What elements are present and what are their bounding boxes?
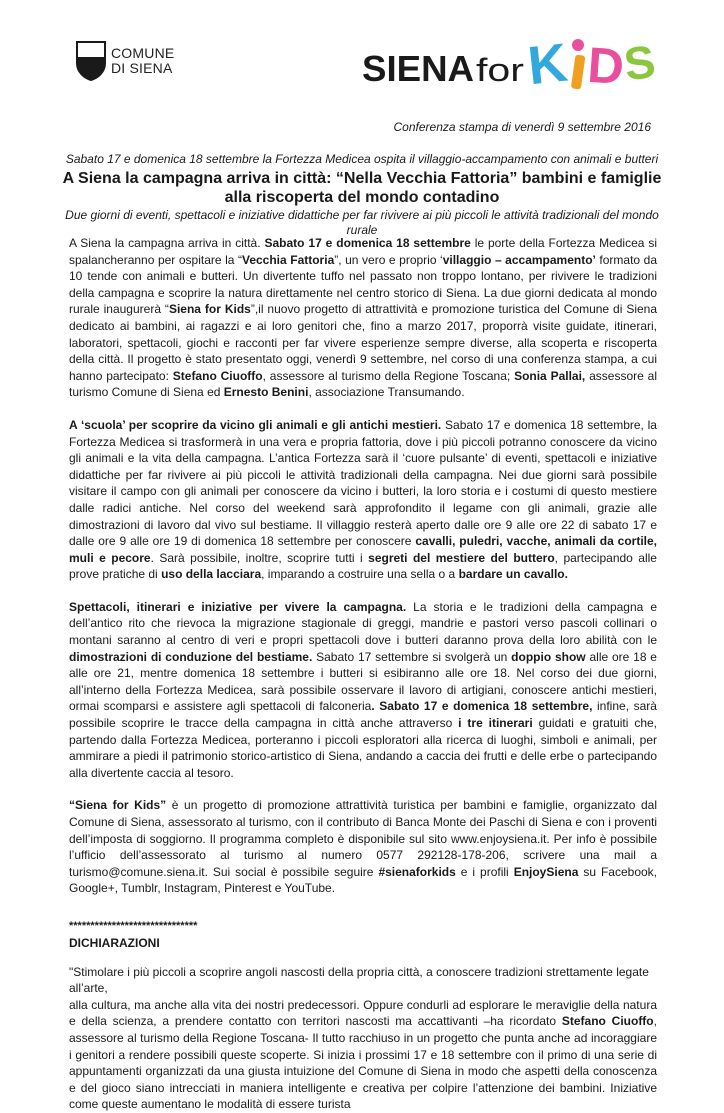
paragraph-siena-for-kids <box>69 797 657 897</box>
text-run: alle ore 18 e alle ore 21, mentre domenica 18 settembre i butteri si esibiranno alle ore 18. Nel corso dei due giorni, all’interno della Fortezza Medicea, sarà possibile osservare il lavoro di artigiani, conoscere antichi mestieri, ormai scomparsi e assistere agli spettacoli di falconeria <box>69 649 657 714</box>
text-bold: Sonia Pallai, <box>514 368 586 383</box>
text-run: formato da 10 tende con animali e butteri <box>69 252 658 284</box>
text-run: , partecipando alle prove pratiche di <box>69 550 657 582</box>
text-bold: bardare un cavallo. <box>458 567 568 582</box>
page-title: A Siena la campagna arriva in città: “Nella Vecchia Fattoria” bambini e famiglie alla riscoperta del mondo contadino <box>62 170 662 206</box>
text-run: , assessore al turismo della Regione Toscana- Il tutto racchiuso in un progetto che punta anche ad incoraggiare i genitori a rendere possibili queste scoperte. Si inizia i prossimi 17 e 18 settembre con il primo di una serie di appuntamenti organizzati da una giusta intuizione del Comune di Siena in modo che aspetti della conoscenza e del gioco siano intrecciati in maniera intelligente e creativa per colpire l’attenzione dei bambini. Iniziative come queste aumentano le modalità di essere turista <box>69 1014 657 1112</box>
comune-name-line2: DI SIENA <box>111 60 173 76</box>
press-conference-date: Conferenza stampa di venerdì 9 settembre 2016 <box>393 120 651 134</box>
hashtag: #sienaforkids <box>378 864 456 879</box>
text-run: infine, sarà possibile scoprire le tracce della campagna in città anche attraverso <box>69 699 657 731</box>
text-bold: Ernesto Benini <box>223 385 309 400</box>
siena-for-kids-logo <box>362 33 658 99</box>
text-run: . Un divertente tuffo nel passato non troppo lontano, per rivivere le tradizioni della campagna e scoprire la natura direttamente nel centro storico di Siena. La due giorni dedicata al mondo rurale inaugurerà “ <box>69 269 658 317</box>
paragraph-scuola <box>69 417 657 583</box>
text-run: ”,il nuovo progetto di attrattività e promozione turistica del Comune di Siena dedicato ai bambini, ai ragazzi e ai loro genitori che, fino a marzo 2017, proporrà visite guidate, itinerari, laboratori, spettacoli, giochi e racconti per far vivere esperienze sempre diverse, alla scoperta e riscoperta della città. Il progetto è stato presentato oggi, venerdì 9 settembre, nel corso di una conferenza stampa, a cui hanno partecipato: <box>69 302 658 383</box>
text-run: , assessore al turismo della Regione Toscana; <box>262 368 515 383</box>
text-run: "Stimolare i più piccoli a scoprire angoli nascosti della propria città, a conoscere tradizioni strettamente legate all’arte, <box>69 964 649 996</box>
text-bold: doppio show <box>511 649 586 664</box>
comune-shield-icon <box>76 41 106 81</box>
text-bold: . Sabato 17 e domenica 18 settembre, <box>371 699 593 714</box>
comune-name <box>111 46 174 76</box>
logo-letter-k: K <box>525 33 571 97</box>
text-bold: A ‘scuola’ per scoprire da vicino gli animali e gli antichi mestieri. <box>69 417 442 432</box>
logo-letter-d: D <box>585 36 626 96</box>
logo-for-word: for <box>476 52 525 88</box>
text-bold: Spettacoli, itinerari e iniziative per vivere la campagna. <box>69 599 407 614</box>
text-run: La storia e le tradizioni della campagna e dell’antico rito che rievoca la migrazione stagionale di greggi, mandrie e pastori verso pascoli collinari o montani saranno al centro di veri e propri spettacoli dove i butteri daranno prova della loro abilità con le <box>69 599 658 648</box>
text-bold: segreti del mestiere del buttero <box>368 550 555 565</box>
text-bold: “Siena for Kids” <box>69 798 167 813</box>
press-release-header <box>62 152 662 238</box>
text-run: , imparando a costruire una sella o a <box>261 567 459 582</box>
logo-letter-i-stem <box>571 54 586 89</box>
comune-name-line1: COMUNE <box>111 45 175 61</box>
text-bold: Vecchia Fattoria <box>241 252 335 267</box>
text-run: Sabato 17 settembre si svolgerà un <box>312 649 512 664</box>
text-run: è un progetto di promozione attrattività turistica per bambini e famiglie, organizzato dal Comune di Siena, assessorato al turismo, con il contributo di Banca Monte dei Paschi di Siena e con i proventi dell’imposta di soggiorno. Il programma completo è disponibile sul sito www.enjoysiena.it. Per info è possibile l’ufficio dell’assessorato al turismo al numero 0577 292128-178-206, scrivere una mail a turismo@comune.siena.it. Sui social è possibile seguire <box>69 798 658 879</box>
text-run: le porte della Fortezza Medicea si spalancheranno per ospitare la “ <box>69 236 658 267</box>
separator-stars: ****************************** <box>69 919 198 932</box>
text-run: assessore al turismo Comune di Siena ed <box>69 368 657 400</box>
text-bold: i tre itinerari <box>458 716 533 731</box>
press-release-body <box>69 235 657 1113</box>
text-run: guidati e gratuiti che, partendo dalla Fortezza Medicea, porteranno i piccoli esploratori alla ricerca di luoghi, simboli e animali, per ammirare a piedi il patrimonio storico-artistico di Siena, andando a caccia dei frutti e delle erbe o partecipando alla divertente caccia al tesoro. <box>69 716 657 780</box>
text-bold: EnjoySiena <box>513 864 579 879</box>
text-run: ”, un vero e proprio ‘ <box>334 252 443 267</box>
logo-siena-word: SIENA <box>362 48 474 89</box>
subtitle-bottom: Due giorni di eventi, spettacoli e iniziative didattiche per far rivivere ai più piccoli le attività tradizionali del mondo rurale <box>65 208 659 237</box>
text-run: alla cultura, ma anche alla vita dei nostri predecessori. Oppure condurli ad esplorare le meraviglie della natura e della scienza, a prendere contatto con territori nascosti ma accattivanti –ha ricordato <box>69 997 657 1029</box>
text-bold: uso della lacciara <box>161 567 262 582</box>
text-bold: Sabato 17 e domenica 18 settembre <box>264 236 471 250</box>
text-run: su Facebook, Google+, Tumblr, Instagram, Pinterest e YouTube. <box>69 864 658 896</box>
text-run: , associazione Transumando. <box>308 385 465 400</box>
text-run: e i profili <box>455 864 514 879</box>
subtitle-top: Sabato 17 e domenica 18 settembre la Fortezza Medicea ospita il villaggio-accampamento con animali e butteri <box>65 152 659 166</box>
text-bold: Stefano Ciuoffo <box>561 1014 654 1029</box>
paragraph-dichiarazione-cont <box>69 997 657 1113</box>
section-heading-dichiarazioni: DICHIARAZIONI <box>69 935 160 950</box>
paragraph-dichiarazione <box>69 964 657 997</box>
text-bold: villaggio – accampamento’ <box>442 252 596 267</box>
text-bold: Stefano Ciuoffo <box>172 368 263 383</box>
text-run: Sabato 17 e domenica 18 settembre, la Fortezza Medicea si trasformerà in una vera e propria fattoria, dove i più piccoli potranno conoscere da vicino gli animali e la vita della campagna. L’antica Fortezza sarà il ‘cuore pulsante’ di eventi, spettacoli e iniziative didattiche per far rivivere ai più piccoli le attività tradizionali della campagna. Nei due giorni sarà possibile visitare il campo con gli animali per conoscere da vicino i butteri, la loro storia e i costumi di questo mestiere dalle radici antiche. Nel corso del weekend sarà approfondito il legame con gli animali, grazie alle dimostrazioni di lavoro dal vivo sul bestiame. Il villaggio resterà aperto dalle ore 9 alle ore 22 di sabato 17 e dalle ore 9 alle ore 19 di domenica 18 settembre per conoscere <box>69 417 657 549</box>
text-bold: cavalli, puledri, vacche, animali da cortile, muli e pecore <box>69 534 657 565</box>
logo-letter-i-dot <box>572 39 584 51</box>
text-bold: Siena for Kids <box>168 302 251 317</box>
paragraph-intro <box>69 235 657 401</box>
text-run: A Siena la campagna arriva in città. <box>69 236 265 250</box>
text-run: . Sarà possibile, inoltre, scoprire tutti i <box>150 550 369 565</box>
comune-di-siena-logo <box>76 41 174 81</box>
paragraph-spettacoli <box>69 599 657 782</box>
text-bold: dimostrazioni di conduzione del bestiame. <box>69 649 313 664</box>
logo-letter-s: S <box>620 34 658 91</box>
